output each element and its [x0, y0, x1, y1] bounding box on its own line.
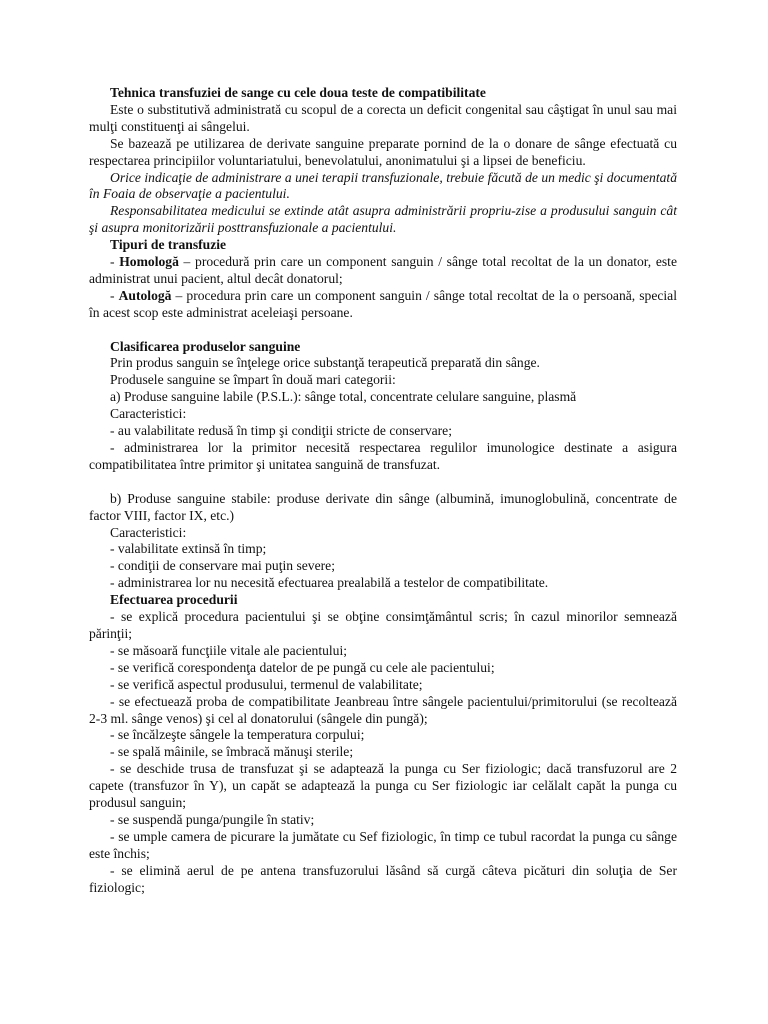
- procedure-step: - se încălzeşte sângele la temperatura corpului;: [110, 727, 365, 743]
- procedure-step: - se suspendă punga/pungile în stativ;: [110, 811, 315, 827]
- section-heading-procedura: Efectuarea procedurii: [110, 592, 238, 608]
- term-description: – procedură prin care un component sanguin / sânge total recoltat de la un donator, este administrat unui pacient, altul decât donatorul;: [89, 254, 677, 286]
- procedure-step: - se efectuează proba de compatibilitate Jeanbreau între sângele pacientului/primitorului (se recoltează 2-3 ml. sânge venos) şi cel al donatorului (sângele din pungă);: [89, 693, 677, 726]
- clasificare-line: - administrarea lor la primitor necesită respectarea regulilor imunologice destinate a asigura compatibilitatea între primitor şi unitatea sanguină de transfuzat.: [89, 440, 677, 472]
- clasificare-line: - au valabilitate redusă în timp şi condiţii stricte de conservare;: [110, 423, 452, 439]
- term-homologa: Homologă: [119, 254, 179, 270]
- stabile-line: - administrarea lor nu necesită efectuarea prealabilă a testelor de compatibilitate.: [110, 575, 549, 591]
- item-prefix: -: [110, 287, 119, 303]
- procedure-step: - se verifică corespondenţa datelor de pe pungă cu cele ale pacientului;: [110, 659, 495, 675]
- procedure-step: - se explică procedura pacientului şi se obţine consimţământul scris; în cazul minorilor semnează părinţii;: [89, 609, 677, 641]
- stabile-line: - valabilitate extinsă în timp;: [110, 541, 267, 557]
- term-description: – procedura prin care un component sanguin / sânge total recoltat de la o persoană, special în acest scop este administrat aceleiaşi persoane.: [89, 287, 677, 320]
- procedure-step: - se umple camera de picurare la jumătate cu Sef fiziologic, în timp ce tubul racordat la punga cu sânge este închis;: [89, 828, 677, 861]
- procedure-step: - se verifică aspectul produsului, termenul de valabilitate;: [110, 676, 423, 692]
- clasificare-line: a) Produse sanguine labile (P.S.L.): sânge total, concentrate celulare sanguine, plasmă: [110, 389, 577, 405]
- italic-note: Orice indicaţie de administrare a unei terapii transfuzionale, trebuie făcută de un medic şi documentată în Foaia de observaţie a pacientului.: [89, 169, 677, 202]
- procedure-step: - se deschide trusa de transfuzat şi se adaptează la punga cu Ser fiziologic; dacă transfuzorul are 2 capete (transfuzor în Y), un capăt se adaptează la punga cu Ser fiziologic iar celălalt capăt la punga cu produsul sanguin;: [89, 761, 677, 811]
- document-title: Tehnica transfuziei de sange cu cele doua teste de compatibilitate: [110, 85, 486, 100]
- intro-paragraph: Se bazează pe utilizarea de derivate sanguine preparate pornind de la o donare de sânge efectuată cu respectarea principiilor voluntariatului, benevolatului, anonimatului şi a lipsei de beneficiu.: [89, 135, 677, 168]
- clasificare-line: Produsele sanguine se împart în două mari categorii:: [110, 372, 396, 388]
- paragraph-gap: [89, 474, 677, 491]
- paragraph-gap: [89, 322, 677, 339]
- term-autologa: Autologă: [118, 287, 172, 303]
- section-heading-clasificare: Clasificarea produselor sanguine: [110, 338, 301, 354]
- item-prefix: -: [110, 254, 120, 270]
- intro-paragraph: Este o substitutivă administrată cu scopul de a corecta un deficit congenital sau câştigat în unul sau mai mulţi constituenţi ai sângelui.: [89, 101, 677, 134]
- procedure-step: - se elimină aerul de pe antena transfuzorului lăsând să curgă câteva picături din soluţia de Ser fiziologic;: [89, 862, 677, 895]
- transfusion-type-homologa: [89, 254, 677, 288]
- procedure-step: - se măsoară funcţiile vitale ale pacientului;: [110, 642, 348, 658]
- italic-note: Responsabilitatea medicului se extinde atât asupra administrării propriu-zise a produsului sanguin cât şi asupra monitorizării posttransfuzionale a pacientului.: [89, 203, 677, 236]
- clasificare-line: Caracteristici:: [110, 406, 187, 422]
- section-heading-tipuri: Tipuri de transfuzie: [110, 237, 227, 253]
- procedure-step: - se spală mâinile, se îmbracă mănuşi sterile;: [110, 744, 354, 760]
- document-body: [89, 85, 677, 896]
- stabile-line: b) Produse sanguine stabile: produse derivate din sânge (albumină, imunoglobulină, concentrate de factor VIII, factor IX, etc.): [89, 490, 677, 523]
- transfusion-type-autologa: [89, 288, 677, 322]
- stabile-line: - condiţii de conservare mai puţin severe;: [110, 558, 335, 574]
- stabile-line: Caracteristici:: [110, 524, 187, 540]
- clasificare-line: Prin produs sanguin se înţelege orice substanţă terapeutică preparată din sânge.: [110, 355, 540, 371]
